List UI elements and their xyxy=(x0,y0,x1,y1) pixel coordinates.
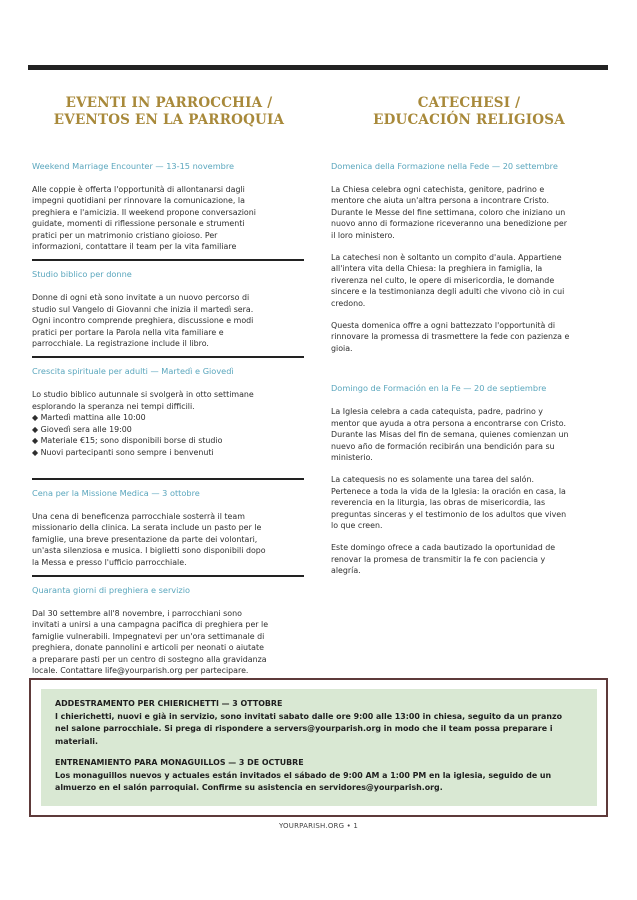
article-line: gioia. xyxy=(331,343,353,353)
catechesis-column xyxy=(331,95,575,588)
article-line: La Iglesia celebra a cada catequista, padre, padrino y xyxy=(331,407,543,417)
event-item xyxy=(32,269,304,349)
event-item xyxy=(32,585,304,676)
article-line: La catequesis no es solamente una tarea del salón. xyxy=(331,475,535,485)
article-line: sincere e la testimonianza degli adulti che vivono ciò in cui xyxy=(331,287,565,297)
event-description-line: guidate, momenti di riflessione personale e strumenti xyxy=(32,219,245,229)
event-description xyxy=(32,389,304,457)
spanish-article xyxy=(331,383,575,576)
top-rule xyxy=(28,65,608,70)
event-description-line: informazioni, contattare il team per la vita familiare xyxy=(32,242,237,252)
event-item xyxy=(32,366,304,457)
event-divider xyxy=(32,478,304,480)
article-line: nuevo año de formación recibirán una bendición para su xyxy=(331,441,555,451)
italian-article-title: Domenica della Formazione nella Fede — 20 settembre xyxy=(331,161,558,171)
event-description xyxy=(32,511,304,568)
article-line: Este domingo ofrece a cada bautizado la oportunidad de xyxy=(331,543,556,553)
event-title: Quaranta giorni di preghiera e servizio xyxy=(32,584,191,595)
heading-line: EVENTOS EN LA PARROQUIA xyxy=(53,112,285,128)
event-description-line: studio sul Vangelo di Giovanni che inizia il martedì sera. xyxy=(32,304,254,314)
event-description-line: pratici per portare la Parola nella vita familiare e xyxy=(32,327,224,337)
article-paragraph xyxy=(331,184,575,241)
article-line: ministerio. xyxy=(331,452,373,462)
article-line: La catechesi non è soltanto un compito d'aula. Appartiene xyxy=(331,253,562,263)
article-line: credono. xyxy=(331,298,366,308)
event-description-line: missionario della clinica. La serata include un pasto per le xyxy=(32,523,262,533)
event-divider xyxy=(32,356,304,358)
notice-heading: ADDESTRAMENTO PER CHIERICHETTI — 3 OTTOBRE xyxy=(55,699,283,708)
event-description-line: impegni quotidiani per rinnovare la comunicazione, la xyxy=(32,196,245,206)
article-line: renovar la promesa de transmitir la fe con paciencia y xyxy=(331,554,546,564)
event-description-line: invitati a unirsi a una campagna pacifica di preghiera per le xyxy=(32,620,269,630)
heading-line: EVENTI IN PARROCCHIA / xyxy=(65,95,273,111)
parish-events-column xyxy=(32,95,304,676)
article-paragraph xyxy=(331,252,575,309)
altar-server-notice-box xyxy=(29,678,608,817)
article-line: lo que creen. xyxy=(331,520,383,530)
article-paragraph xyxy=(331,320,575,354)
event-description xyxy=(32,292,304,349)
heading-line: EDUCACIÓN RELIGIOSA xyxy=(373,112,565,128)
notice-line: Los monaguillos nuevos y actuales están invitados el sábado de 9:00 AM a 1:00 PM en la iglesia, seguido de un xyxy=(55,770,552,780)
event-description-line: un'asta silenziosa e musica. I biglietti sono disponibili dopo xyxy=(32,546,266,556)
event-description-line: pratici per un matrimonio cristiano gioioso. Per xyxy=(32,230,218,240)
event-title: Studio biblico per donne xyxy=(32,269,132,280)
notice-line: I chierichetti, nuovi e già in servizio, sono invitati sabato dalle ore 9:00 alle 13:00 in chiesa, seguito da un pranzo xyxy=(55,711,562,721)
event-description-line: Lo studio biblico autunnale si svolgerà in otto settimane xyxy=(32,390,254,400)
parish-events-heading xyxy=(31,95,307,129)
article-line: mentor que ayuda a otra persona a encontrarse con Cristo. xyxy=(331,418,566,428)
event-title: Crescita spirituale per adulti — Martedì e Giovedì xyxy=(32,366,234,377)
article-line: La Chiesa celebra ogni catechista, genitore, padrino e xyxy=(331,185,545,194)
event-description-line: Ogni incontro comprende preghiera, discussione e modi xyxy=(32,316,254,326)
altar-server-notice-italian xyxy=(55,698,583,748)
event-description-line: famiglie vulnerabili. Impegnatevi per un'ora settimanale di xyxy=(32,631,265,641)
event-description-line: Dal 30 settembre all'8 novembre, i parrocchiani sono xyxy=(32,608,242,618)
notice-line: materiali. xyxy=(55,736,98,746)
article-paragraph xyxy=(331,406,575,463)
altar-server-notice xyxy=(41,689,597,806)
article-paragraph xyxy=(331,542,575,576)
event-title: Cena per la Missione Medica — 3 ottobre xyxy=(32,487,200,498)
article-line: Questa domenica offre a ogni battezzato l'opportunità di xyxy=(331,321,556,331)
event-description-line: preghiera, donate pannolini e articoli per neonati o aiutate xyxy=(32,643,264,653)
event-description-line: ◆ Martedì mattina alle 10:00 xyxy=(32,413,146,423)
article-line: rinnovare la promessa di trasmettere la fede con pazienza e xyxy=(331,332,570,342)
event-description-line: esplorando la speranza nei tempi difficili. xyxy=(32,401,195,411)
spanish-article-body xyxy=(331,406,575,576)
altar-server-notice-spanish xyxy=(55,757,583,795)
article-line: il loro ministero. xyxy=(331,230,395,240)
article-line: nuovo anno di formazione riceveranno una benedizione per xyxy=(331,219,567,229)
article-line: all'intera vita della Chiesa: la preghiera in famiglia, la xyxy=(331,264,543,274)
article-line: mentore che aiuta un'altra persona a incontrare Cristo. xyxy=(331,196,549,206)
event-description-line: Una cena di beneficenza parrocchiale sosterrà il team xyxy=(32,511,245,521)
event-description xyxy=(32,608,304,676)
event-description-line: a preparare pasti per un centro di sostegno alla gravidanza xyxy=(32,654,267,664)
event-divider xyxy=(32,259,304,261)
notice-heading: ENTRENAMIENTO PARA MONAGUILLOS — 3 DE OCTUBRE xyxy=(55,758,304,767)
event-description-line: preghiera e l'amicizia. Il weekend propone conversazioni xyxy=(32,207,256,217)
event-list xyxy=(32,161,304,676)
article-line: Durante las Misas del fin de semana, quienes comienzan un xyxy=(331,430,569,440)
notice-line: nel salone parrocchiale. Si prega di rispondere a servers@yourparish.org in modo che il team possa preparare i xyxy=(55,724,553,733)
event-description-line: locale. Contattare life@yourparish.org per partecipare. xyxy=(32,665,249,675)
article-line: preguntas sinceras y el testimonio de los adultos que viven xyxy=(331,509,567,519)
event-description-line: parrocchiale. La registrazione include il libro. xyxy=(32,339,209,349)
event-description-line: Donne di ogni età sono invitate a un nuovo percorso di xyxy=(32,293,250,303)
article-line: riverenza nel culto, le opere di misericordia, le domande xyxy=(331,275,555,285)
notice-line: almuerzo en el salón parroquial. Confirme su asistencia en servidores@yourparish.org. xyxy=(55,783,443,792)
event-description-line: famiglie, una breve presentazione da parte dei volontari, xyxy=(32,534,258,544)
event-description-line: ◆ Giovedì sera alle 19:00 xyxy=(32,424,132,434)
article-line: Pertenece a toda la vida de la Iglesia: la oración en casa, la xyxy=(331,486,566,496)
event-title: Weekend Marriage Encounter — 13-15 novembre xyxy=(32,161,235,171)
event-item xyxy=(32,161,304,252)
heading-line: CATECHESI / xyxy=(417,95,521,111)
catechesis-heading xyxy=(331,95,607,129)
event-divider xyxy=(32,575,304,577)
italian-article-body xyxy=(331,184,575,354)
event-description-line: la Messa e presso l'ufficio parrocchiale. xyxy=(32,557,187,567)
article-line: Durante le Messe del fine settimana, coloro che iniziano un xyxy=(331,207,566,217)
article-line: alegría. xyxy=(331,566,361,576)
event-description-line: Alle coppie è offerta l'opportunità di allontanarsi dagli xyxy=(32,185,245,194)
event-description xyxy=(32,184,304,252)
event-description-line: ◆ Nuovi partecipanti sono sempre i benvenuti xyxy=(32,447,214,457)
article-paragraph xyxy=(331,474,575,531)
page-footer: YOURPARISH.ORG • 1 xyxy=(278,822,359,830)
article-line: reverencia en la liturgia, las obras de misericordia, las xyxy=(331,498,546,508)
spanish-article-title: Domingo de Formación en la Fe — 20 de septiembre xyxy=(331,383,547,394)
event-description-line: ◆ Materiale €15; sono disponibili borse di studio xyxy=(32,436,223,446)
italian-article xyxy=(331,161,575,354)
event-item xyxy=(32,488,304,568)
